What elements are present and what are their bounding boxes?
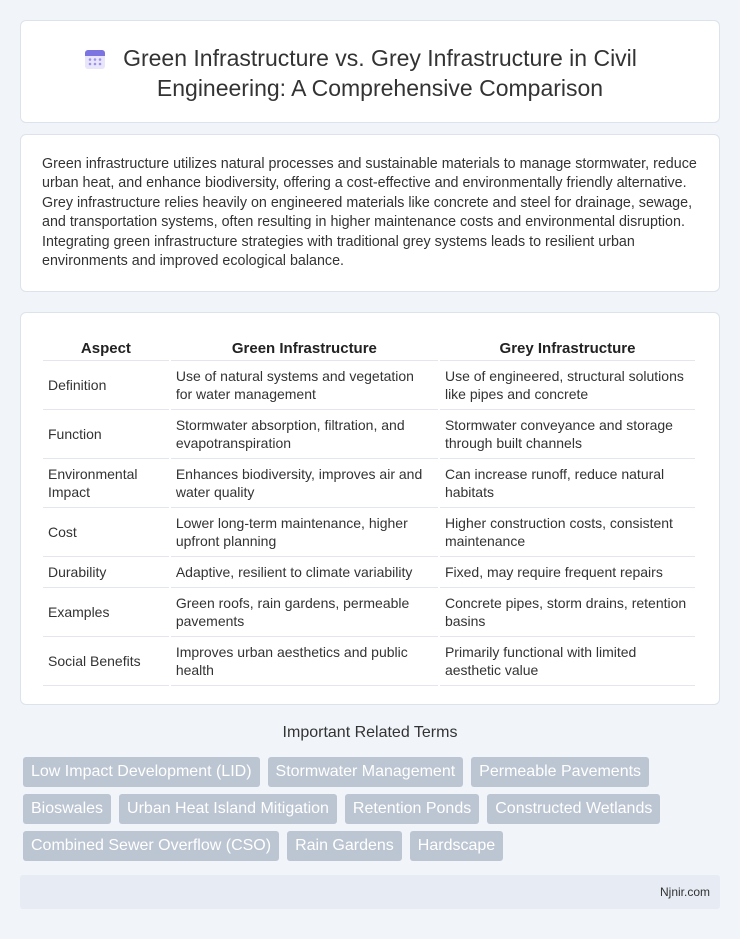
footer <box>20 875 720 909</box>
row-green: Adaptive, resilient to climate variability <box>171 557 438 588</box>
table-row <box>43 508 695 557</box>
term-tag[interactable]: Hardscape <box>410 831 503 861</box>
row-aspect: Social Benefits <box>43 637 169 686</box>
table-row <box>43 637 695 686</box>
row-grey: Fixed, may require frequent repairs <box>440 557 695 588</box>
comparison-card <box>20 312 720 705</box>
footer-site[interactable]: Njnir.com <box>659 885 710 899</box>
table-row <box>43 410 695 459</box>
table-header-row <box>43 333 695 361</box>
related-terms-list <box>23 757 723 861</box>
row-aspect: Function <box>43 410 169 459</box>
term-tag[interactable]: Stormwater Management <box>268 757 464 787</box>
page-title: Green Infrastructure vs. Grey Infrastructure in Civil Engineering: A Comprehensive Comparison <box>123 45 637 101</box>
row-green: Green roofs, rain gardens, permeable pavements <box>171 588 438 637</box>
term-tag[interactable]: Combined Sewer Overflow (CSO) <box>23 831 279 861</box>
table-row <box>43 557 695 588</box>
term-tag[interactable]: Rain Gardens <box>287 831 402 861</box>
title-container <box>60 43 700 103</box>
header-green: Green Infrastructure <box>171 333 438 361</box>
table-row <box>43 361 695 410</box>
row-aspect: Durability <box>43 557 169 588</box>
row-aspect: Environmental Impact <box>43 459 169 508</box>
row-green: Use of natural systems and vegetation for water management <box>171 361 438 410</box>
row-green: Enhances biodiversity, improves air and water quality <box>171 459 438 508</box>
term-tag[interactable]: Low Impact Development (LID) <box>23 757 260 787</box>
row-green: Improves urban aesthetics and public health <box>171 637 438 686</box>
header-grey: Grey Infrastructure <box>440 333 695 361</box>
row-aspect: Cost <box>43 508 169 557</box>
summary-card <box>20 134 720 292</box>
row-grey: Can increase runoff, reduce natural habitats <box>440 459 695 508</box>
term-tag[interactable]: Retention Ponds <box>345 794 479 824</box>
row-aspect: Definition <box>43 361 169 410</box>
term-tag[interactable]: Constructed Wetlands <box>487 794 660 824</box>
table-row <box>43 588 695 637</box>
table-row <box>43 459 695 508</box>
comparison-table <box>41 333 697 686</box>
row-grey: Higher construction costs, consistent maintenance <box>440 508 695 557</box>
row-grey: Stormwater conveyance and storage through built channels <box>440 410 695 459</box>
row-grey: Primarily functional with limited aesthetic value <box>440 637 695 686</box>
term-tag[interactable]: Permeable Pavements <box>471 757 649 787</box>
term-tag[interactable]: Urban Heat Island Mitigation <box>119 794 337 824</box>
summary-text: Green infrastructure utilizes natural processes and sustainable materials to manage stormwater, reduce urban heat, and enhance biodiversity, offering a cost-effective and environmentally friendly alternative. Grey infrastructure relies heavily on engineered materials like concrete and steel for drainage, sewage, and transportation systems, often resulting in higher maintenance costs and environmental disruption. Integrating green infrastructure strategies with traditional grey systems leads to resilient urban environments and improved ecological balance. <box>42 156 697 270</box>
row-grey: Concrete pipes, storm drains, retention basins <box>440 588 695 637</box>
term-tag[interactable]: Bioswales <box>23 794 111 824</box>
row-green: Stormwater absorption, filtration, and evapotranspiration <box>171 410 438 459</box>
row-green: Lower long-term maintenance, higher upfront planning <box>171 508 438 557</box>
header-aspect: Aspect <box>43 333 169 361</box>
row-grey: Use of engineered, structural solutions like pipes and concrete <box>440 361 695 410</box>
related-terms-heading: Important Related Terms <box>282 724 458 741</box>
row-aspect: Examples <box>43 588 169 637</box>
